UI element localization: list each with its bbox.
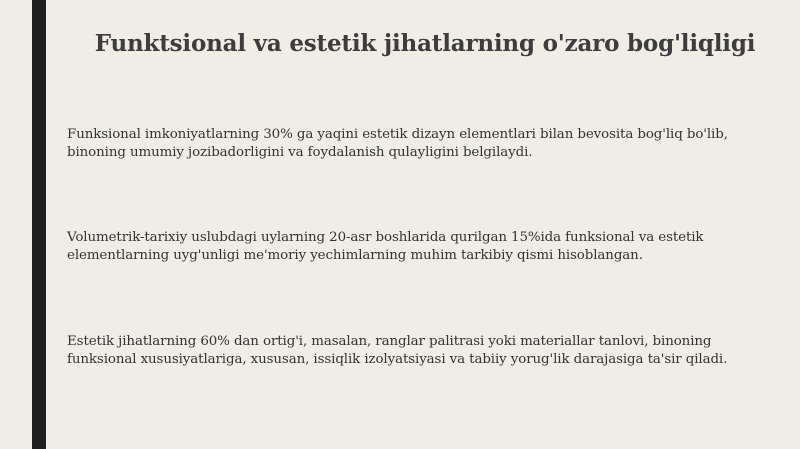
paragraph-1: Funksional imkoniyatlarning 30% ga yaqini estetik dizayn elementlari bilan bevosita bog'liq bo'lib, binoning umumiy jozibadorligini va foydalanish qulayligini belgilaydi. <box>67 127 728 160</box>
accent-bar <box>32 0 46 449</box>
paragraph-3: Estetik jihatlarning 60% dan ortig'i, masalan, ranglar palitrasi yoki materiallar tanlovi, binoning funksional xususiyatlariga, xususan, issiqlik izolyatsiyasi va tabiiy yorug'lik darajasiga ta'sir qiladi. <box>67 334 728 367</box>
paragraph-2: Volumetrik-tarixiy uslubdagi uylarning 20-asr boshlarida qurilgan 15%ida funksional va estetik elementlarning uyg'unligi me'moriy yechimlarning muhim tarkibiy qismi hisoblangan. <box>67 230 704 263</box>
slide-title: Funktsional va estetik jihatlarning o'zaro bog'liqligi <box>94 30 756 57</box>
